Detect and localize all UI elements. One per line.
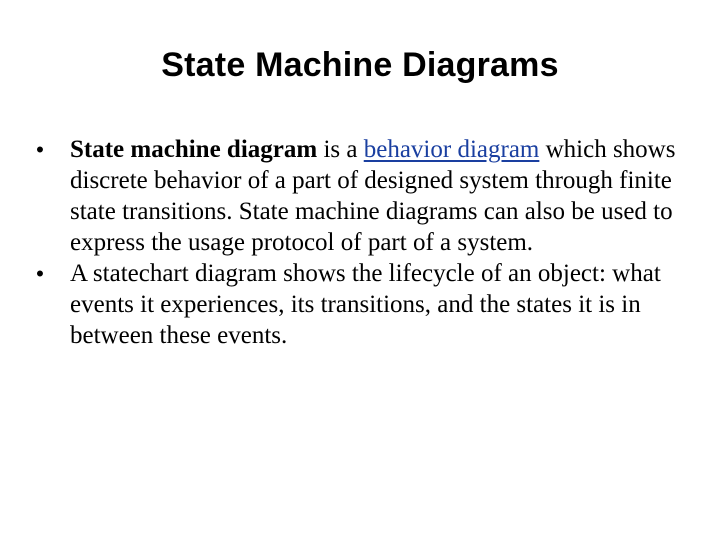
behavior-diagram-link[interactable]: behavior diagram: [363, 136, 540, 163]
bullet-lead-text: State machine diagram: [70, 136, 318, 163]
bullet-text: is a: [317, 136, 364, 163]
bullet-icon: •: [36, 261, 44, 286]
bullet-icon: •: [36, 137, 44, 162]
bullet-text: A statechart diagram shows the lifecycle of an object: what events it experiences, its transitions, and the states it is in between these events.: [70, 260, 661, 349]
bullet-text: which shows discrete behavior of a part of designed system through finite state transitions. State machine diagrams can also be used to express the usage protocol of part of a system.: [70, 136, 676, 256]
bullet-list: [30, 134, 690, 351]
bullet-item: [30, 134, 690, 258]
slide-title: State Machine Diagrams: [161, 46, 559, 84]
bullet-item: [30, 258, 690, 351]
